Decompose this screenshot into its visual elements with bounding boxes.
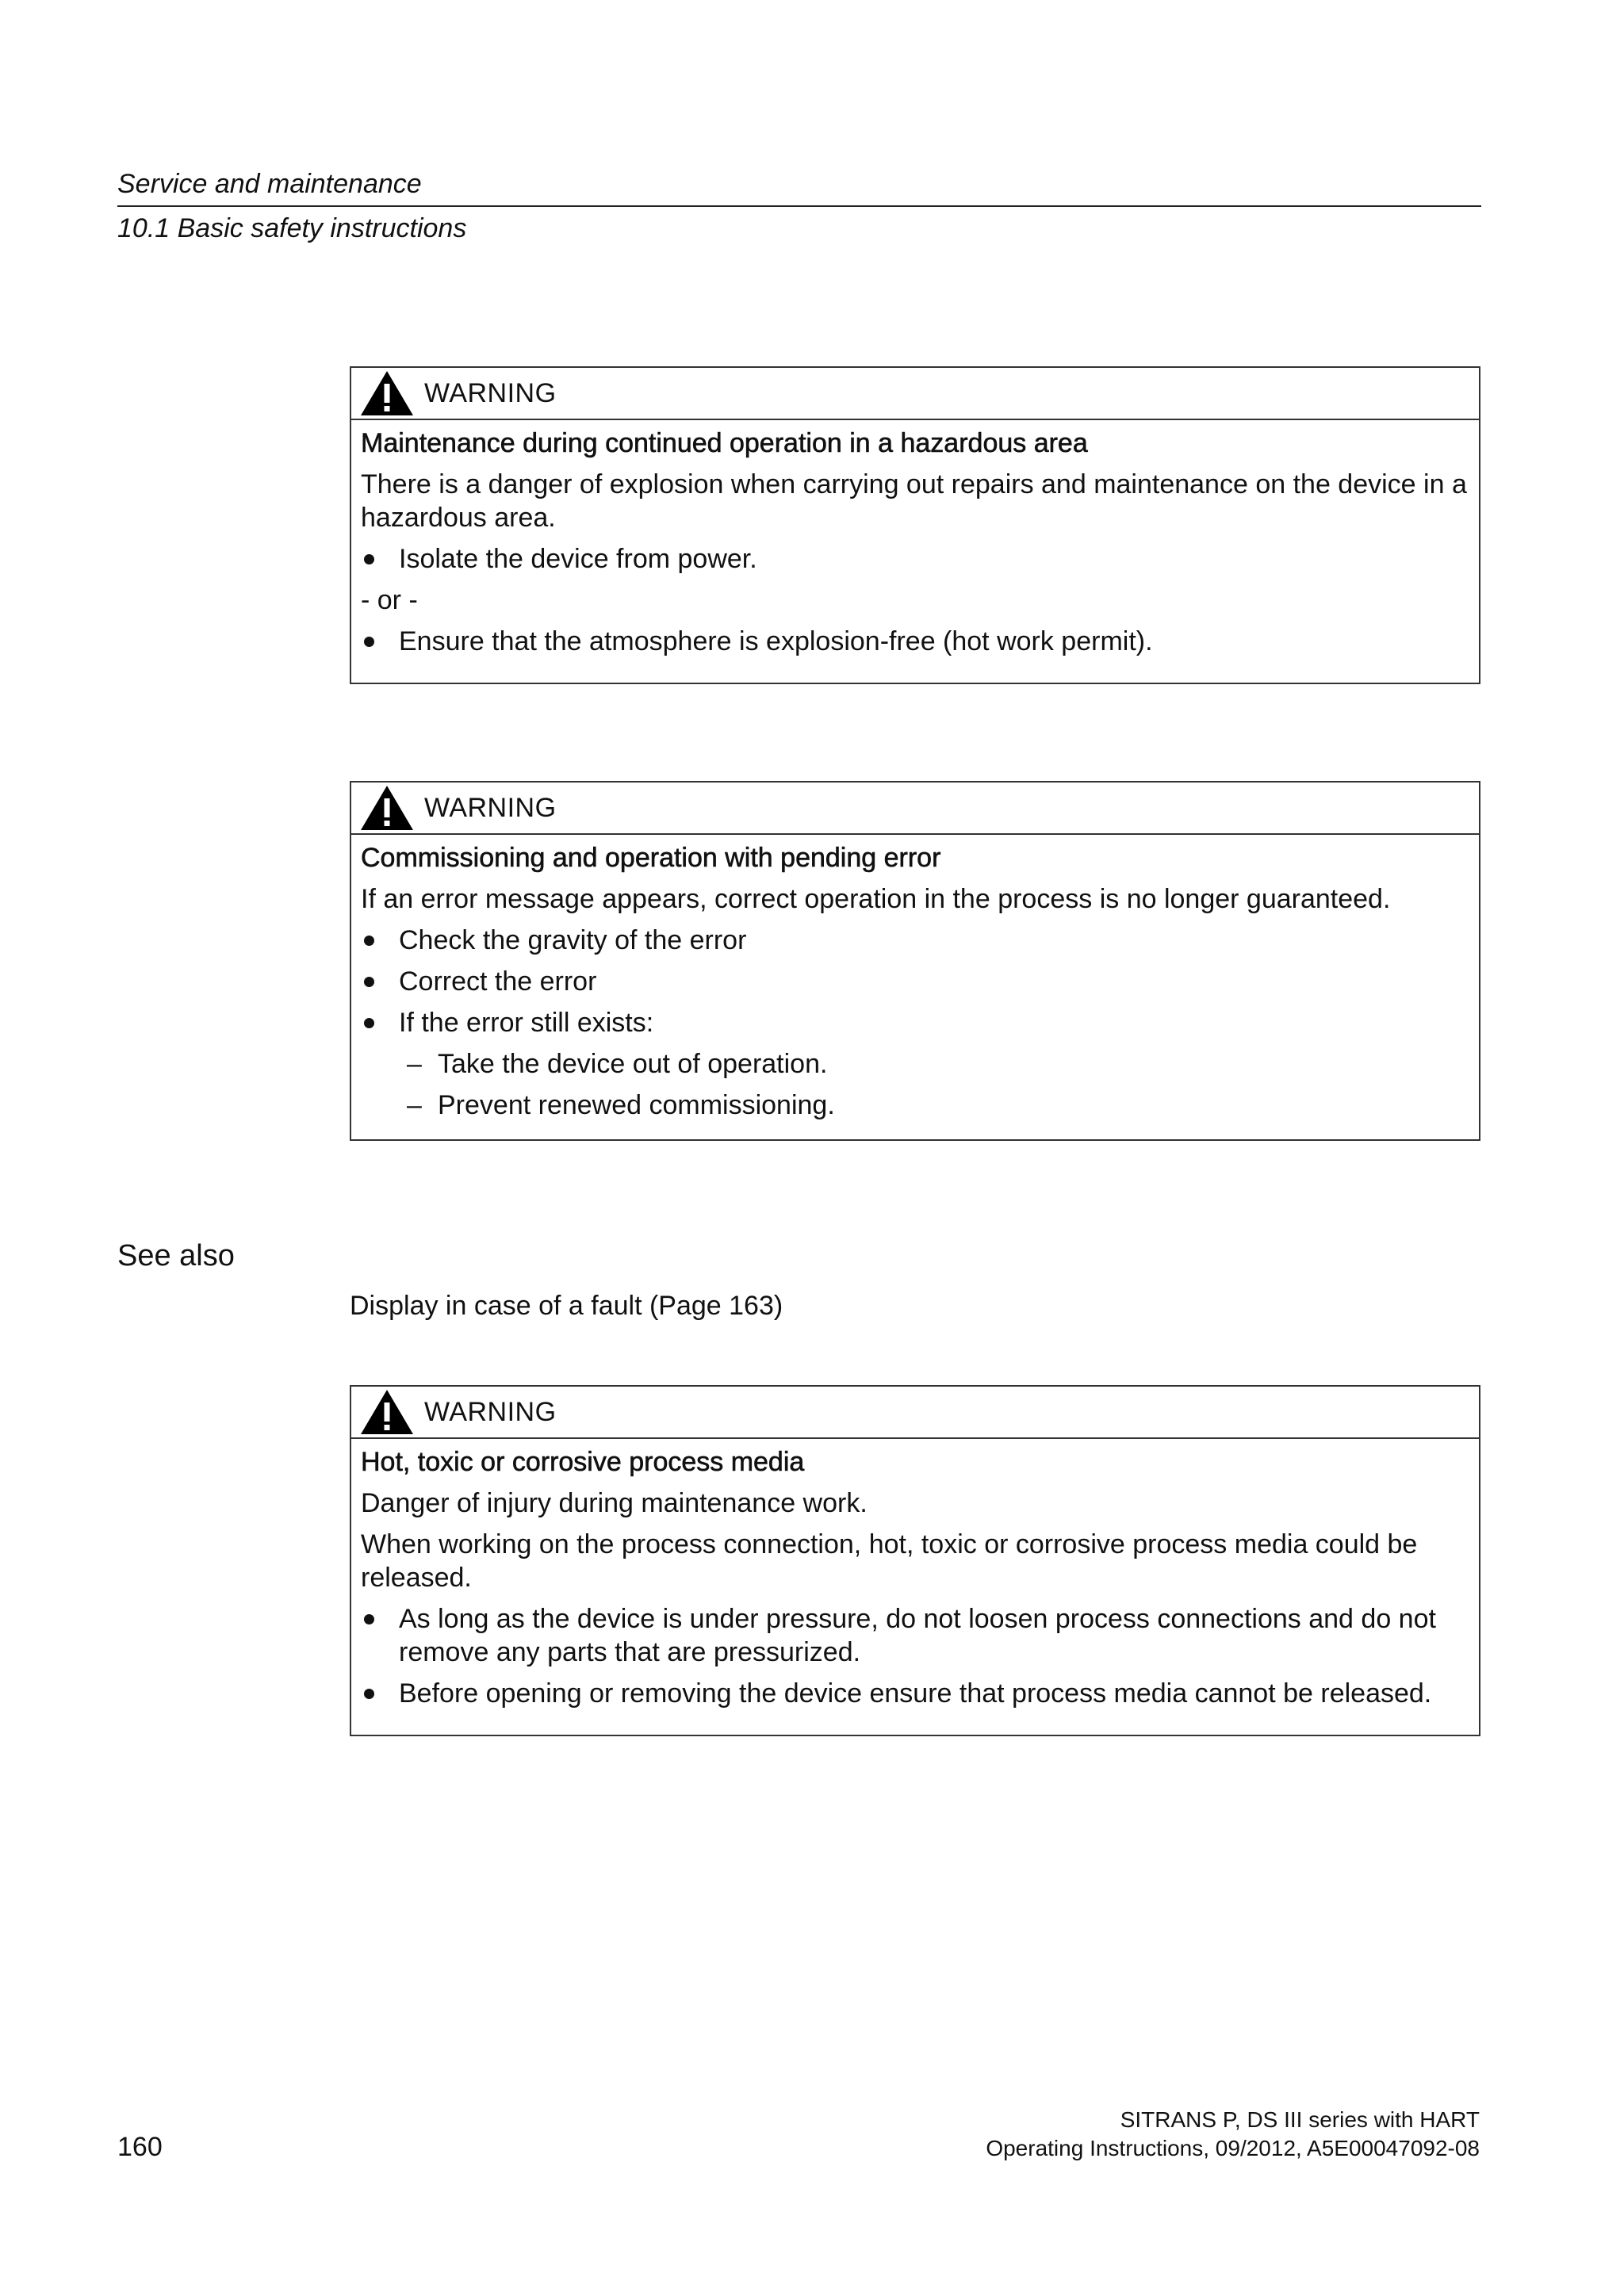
see-also-link[interactable]: Display in case of a fault (Page 163) (350, 1291, 783, 1321)
warning-subitem: – Take the device out of operation. (361, 1047, 1469, 1081)
header-subsection-title: 10.1 Basic safety instructions (117, 213, 467, 243)
warning-box-pending-error (350, 781, 1480, 1141)
warning-title: Maintenance during continued operation in a hazardous area (361, 428, 1088, 458)
warning-triangle-icon (359, 1388, 415, 1436)
page-number: 160 (117, 2132, 163, 2162)
header-rule (117, 205, 1481, 207)
warning-label: WARNING (424, 377, 557, 408)
warning-bullet: Before opening or removing the device ensure that process media cannot be released. (361, 1677, 1469, 1710)
footer (986, 2106, 1480, 2163)
footer-document: Operating Instructions, 09/2012, A5E00047092-08 (986, 2136, 1480, 2160)
warning-label: WARNING (424, 792, 557, 823)
warning-title: Commissioning and operation with pending error (361, 843, 941, 873)
warning-paragraph: There is a danger of explosion when carrying out repairs and maintenance on the device in a hazardous area. (361, 469, 1467, 533)
warning-header (351, 783, 1479, 835)
warning-separator: - or - (361, 585, 418, 615)
warning-bullet: If the error still exists: (361, 1006, 1469, 1039)
warning-triangle-icon (359, 369, 415, 417)
warning-paragraph: If an error message appears, correct operation in the process is no longer guaranteed. (361, 884, 1391, 914)
footer-product: SITRANS P, DS III series with HART (1120, 2107, 1480, 2132)
warning-bullet: Correct the error (361, 965, 1469, 998)
warning-paragraph: Danger of injury during maintenance work. (361, 1488, 868, 1518)
warning-bullet: Ensure that the atmosphere is explosion-free (hot work permit). (361, 625, 1469, 658)
warning-title: Hot, toxic or corrosive process media (361, 1447, 805, 1477)
see-also-heading: See also (117, 1239, 235, 1272)
warning-label: WARNING (424, 1396, 557, 1427)
warning-paragraph: When working on the process connection, hot, toxic or corrosive process media could be released. (361, 1529, 1418, 1593)
warning-box-process-media (350, 1385, 1480, 1736)
warning-triangle-icon (359, 784, 415, 832)
warning-bullet: As long as the device is under pressure, do not loosen process connections and do not remove any parts that are pressurized. (361, 1602, 1469, 1669)
warning-bullet: Check the gravity of the error (361, 924, 1469, 957)
warning-bullet: Isolate the device from power. (361, 542, 1469, 576)
warning-header (351, 1387, 1479, 1439)
warning-box-hazardous-area (350, 366, 1480, 684)
header-section-title: Service and maintenance (117, 169, 422, 199)
warning-subitem: – Prevent renewed commissioning. (361, 1089, 1469, 1122)
warning-header (351, 368, 1479, 420)
